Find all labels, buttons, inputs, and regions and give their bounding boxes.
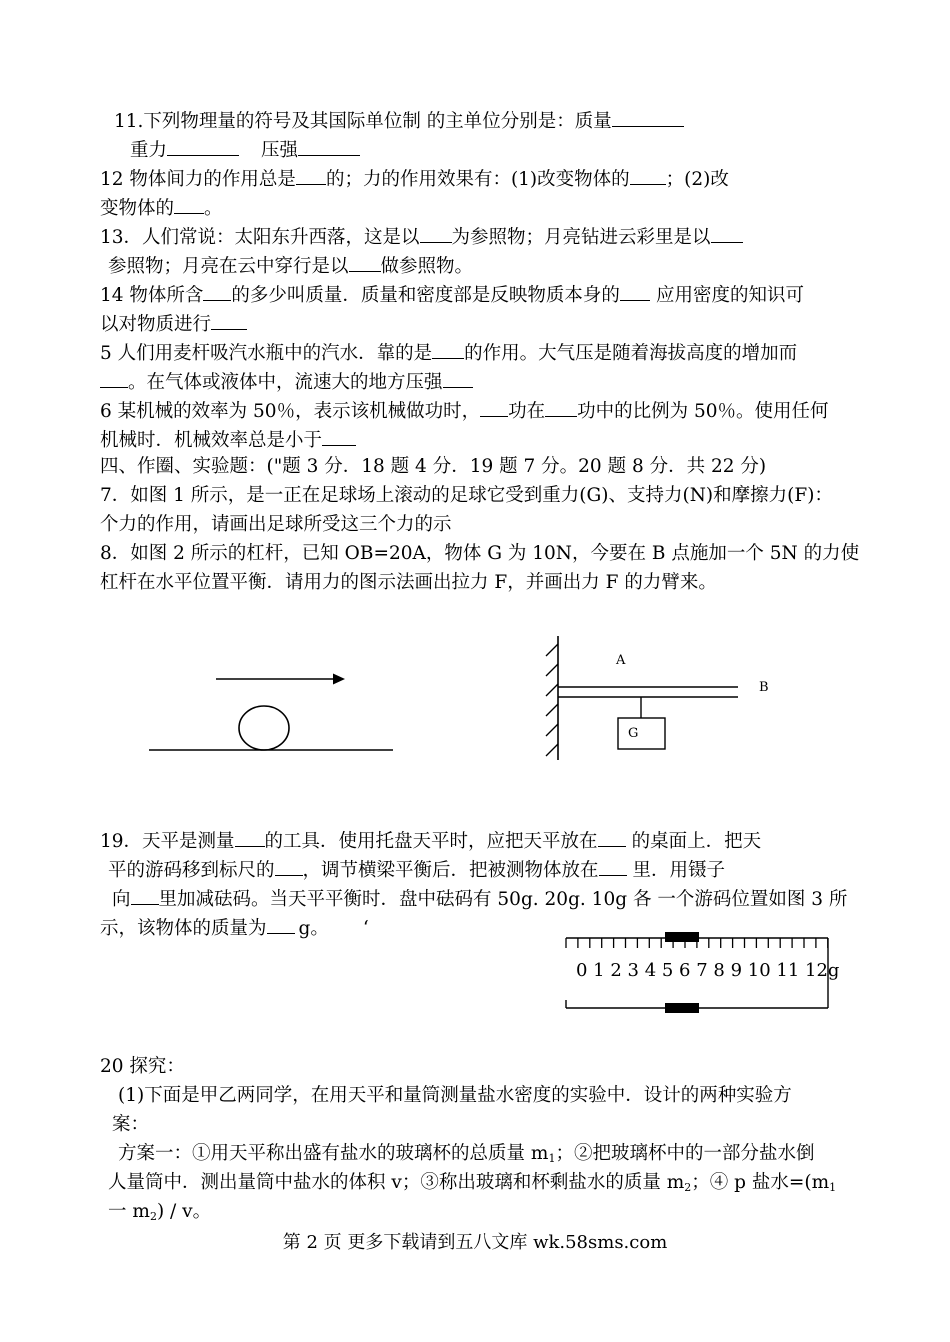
q20-p1-line2: 案： [112, 1114, 150, 1135]
q20-plan1-line1: 方案一：①用天平称出盛有盐水的玻璃杯的总质量 $m_1$；②把玻璃杯中的一部分盐水倒 [118, 1143, 815, 1165]
weight-box [618, 718, 665, 749]
blank[interactable] [298, 135, 360, 156]
blank[interactable] [545, 396, 577, 417]
q19-line3: 向 里加减砝码。当天平平衡时．盘中砝码有 50g. 20g. 10g 各 一个游码位置如图 3 所 [112, 884, 847, 913]
figure2-lever-diagram [540, 630, 780, 770]
blank[interactable] [322, 425, 356, 446]
q12-line2: 变物体的 。 [100, 193, 223, 222]
blank[interactable] [443, 367, 473, 388]
blank[interactable] [620, 280, 650, 301]
arrow-head-icon [333, 674, 345, 685]
q16-line2: 机械时．机械效率总是小于 [100, 425, 356, 454]
blank[interactable] [235, 826, 265, 847]
q13-line1: 13．人们常说：太阳东升西落，这是以 为参照物；月亮钻进云彩里是以 [100, 222, 743, 251]
q15-line2: 。在气体或液体中，流速大的地方压强 [100, 367, 473, 396]
rider-top[interactable] [665, 932, 699, 942]
q19-line4: 示，该物体的质量为 g。 ‘ [100, 913, 369, 942]
q12-line1: 12 物体间力的作用总是 的；力的作用效果有：(1)改变物体的 ；(2)改 [100, 164, 729, 193]
q20-plan1-line2: 人量筒中．测出量筒中盐水的体积 v；③称出玻璃和杯剩盐水的质量 $m_2$；④ p 盐水$=(m_1$ [108, 1172, 837, 1194]
blank[interactable] [598, 826, 626, 847]
q7-line2: 个力的作用，请画出足球所受这三个力的示 [100, 514, 452, 535]
blank[interactable] [599, 855, 627, 876]
q11-line1: 11.下列物理量的符号及其国际单位制 的主单位分别是：质量 [114, 106, 684, 135]
blank[interactable] [211, 309, 247, 330]
q20-p1-line1: (1)下面是甲乙两同学，在用天平和量筒测量盐水密度的实验中．设计的两种实验方 [118, 1085, 792, 1106]
blank[interactable] [711, 222, 743, 243]
q16-line1: 6 某机械的效率为 50％，表示该机械做功时， 功在 功中的比例为 50％。使用任何 [100, 396, 829, 425]
blank[interactable] [167, 135, 239, 156]
blank[interactable] [174, 193, 204, 214]
q11-line2: 重力 压强 [130, 135, 360, 164]
q14-line1: 14 物体所含 的多少叫质量．质量和密度部是反映物质本身的 应用密度的知识可 [100, 280, 804, 309]
label-a: A [616, 653, 626, 668]
q19-line2: 平的游码移到标尺的 ，调节横梁平衡后．把被测物体放在 里．用镊子 [108, 855, 725, 884]
blank[interactable] [131, 884, 159, 905]
blank[interactable] [267, 913, 295, 934]
q15-line1: 5 人们用麦杆吸汽水瓶中的汽水．靠的是 的作用。大气压是随着海拔高度的增加而 [100, 338, 797, 367]
q7-line1: 7．如图 1 所示，是一正在足球场上滚动的足球它受到重力(G)、支持力(N)和摩擦力(F)： [100, 485, 833, 506]
scale-numbers: 0 1 2 3 4 5 6 7 8 9 10 11 12g [576, 960, 840, 981]
blank[interactable] [432, 338, 464, 359]
rider-bottom[interactable] [665, 1003, 699, 1013]
q19-line1: 19．天平是测量 的工具．使用托盘天平时，应把天平放在 的桌面上．把天 [100, 826, 761, 855]
label-b: B [759, 680, 769, 695]
q20-plan1-line3: 一 $m_2$) / v。 [108, 1201, 212, 1223]
blank[interactable] [100, 367, 128, 388]
q13-line2: 参照物；月亮在云中穿行是以 做参照物。 [108, 251, 473, 280]
blank[interactable] [349, 251, 381, 272]
blank[interactable] [203, 280, 231, 301]
blank[interactable] [612, 106, 684, 127]
q20-title: 20 探究： [100, 1056, 185, 1077]
label-g: G [628, 726, 639, 741]
page-footer: 第 2 页 更多下载请到五八文库 wk.58sms.com [282, 1232, 668, 1253]
q14-line2: 以对物质进行 [100, 309, 247, 338]
section-heading: 四、作圈、实验题：("题 3 分．18 题 4 分．19 题 7 分。20 题 8 分．共 22 分) [100, 456, 767, 477]
blank[interactable] [275, 855, 303, 876]
figure1-ball-diagram [140, 660, 410, 760]
blank[interactable] [480, 396, 508, 417]
figure3-scale-diagram [560, 928, 840, 1018]
q8-line2: 杠杆在水平位置平衡．请用力的图示法画出拉力 F，并画出力 F 的力臂来。 [100, 572, 717, 593]
football-circle [239, 706, 289, 750]
blank[interactable] [630, 164, 666, 185]
blank[interactable] [420, 222, 452, 243]
blank[interactable] [296, 164, 326, 185]
wall-hatching [546, 644, 558, 756]
q8-line1: 8．如图 2 所示的杠杆，已知 OB=20A，物体 G 为 10N，今要在 B 点施加一个 5N 的力使 [100, 543, 860, 564]
